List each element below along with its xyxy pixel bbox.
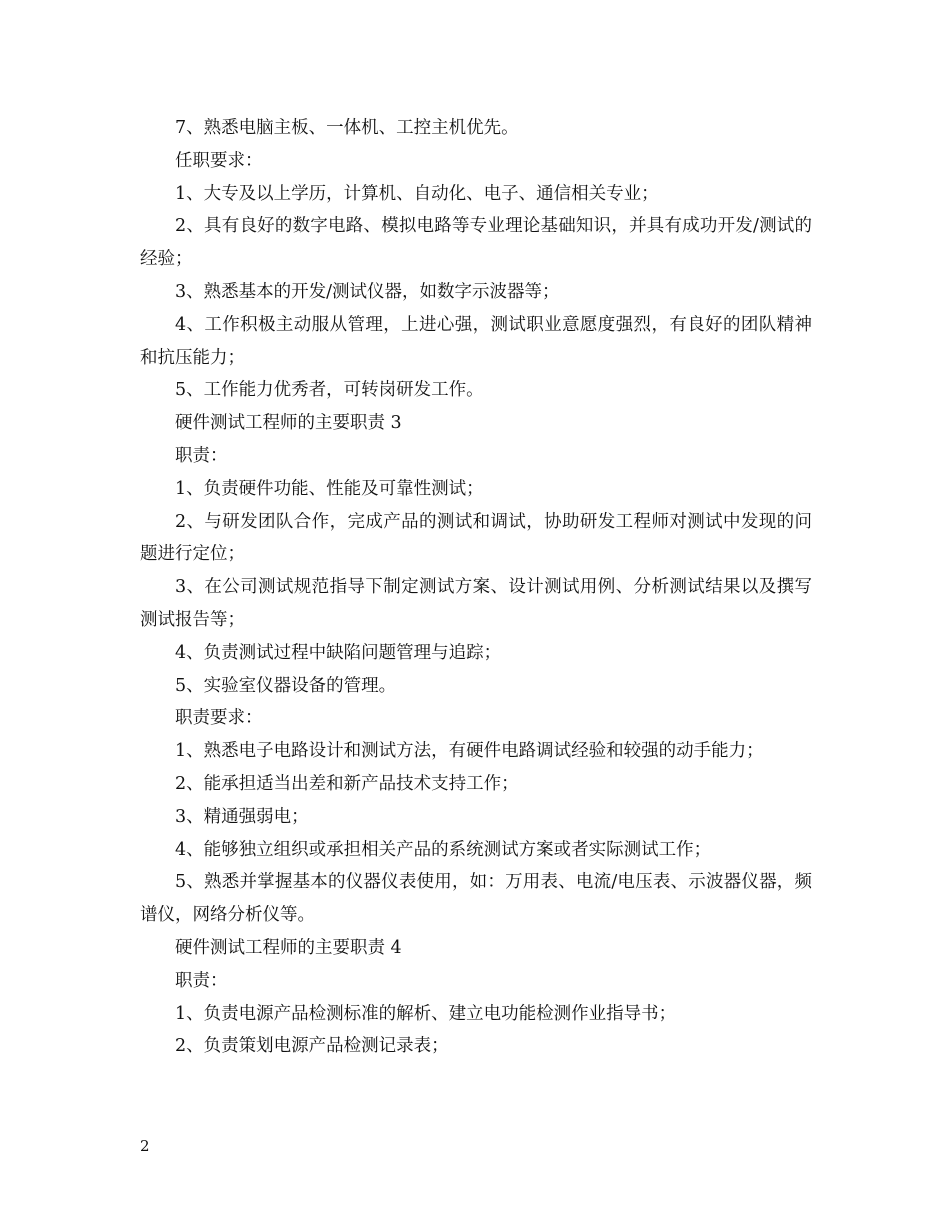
paragraph: 4、工作积极主动服从管理，上进心强，测试职业意愿度强烈，有良好的团队精神和抗压能力；	[140, 314, 812, 368]
paragraph: 3、熟悉基本的开发/测试仪器，如数字示波器等；	[175, 281, 560, 302]
paragraph: 2、能承担适当出差和新产品技术支持工作；	[175, 773, 519, 794]
section-label: 职责要求：	[175, 708, 263, 729]
page-number: 2	[140, 1137, 150, 1155]
section-heading: 硬件测试工程师的主要职责 3	[175, 413, 402, 434]
paragraph: 5、工作能力优秀者，可转岗研发工作。	[175, 380, 484, 401]
paragraph: 2、负责策划电源产品检测记录表；	[175, 1036, 449, 1057]
paragraph: 1、大专及以上学历，计算机、自动化、电子、通信相关专业；	[175, 183, 659, 204]
paragraph: 3、在公司测试规范指导下制定测试方案、设计测试用例、分析测试结果以及撰写测试报告等；	[140, 577, 812, 630]
section-heading: 硬件测试工程师的主要职责 4	[175, 937, 402, 958]
section-label: 职责：	[175, 970, 228, 991]
paragraph: 3、精通强弱电；	[175, 806, 309, 827]
section-label: 职责：	[175, 445, 228, 466]
paragraph: 2、具有良好的数字电路、模拟电路等专业理论基础知识，并具有成功开发/测试的经验；	[140, 216, 812, 270]
paragraph: 1、负责硬件功能、性能及可靠性测试；	[175, 478, 484, 499]
paragraph: 2、与研发团队合作，完成产品的测试和调试，协助研发工程师对测试中发现的问题进行定位；	[140, 511, 812, 565]
paragraph: 1、熟悉电子电路设计和测试方法，有硬件电路调试经验和较强的动手能力；	[175, 741, 764, 762]
paragraph: 4、能够独立组织或承担相关产品的系统测试方案或者实际测试工作；	[175, 839, 712, 860]
paragraph: 5、实验室仪器设备的管理。	[175, 675, 397, 696]
paragraph: 4、负责测试过程中缺陷问题管理与追踪；	[175, 642, 502, 663]
paragraph: 1、负责电源产品检测标准的解析、建立电功能检测作业指导书；	[175, 1003, 677, 1024]
paragraph: 7、熟悉电脑主板、一体机、工控主机优先。	[175, 118, 519, 138]
paragraph: 5、熟悉并掌握基本的仪器仪表使用，如：万用表、电流/电压表、示波器仪器，频谱仪，网络分析仪等。	[140, 872, 812, 926]
section-label: 任职要求：	[175, 150, 263, 171]
document-body	[140, 112, 812, 1063]
